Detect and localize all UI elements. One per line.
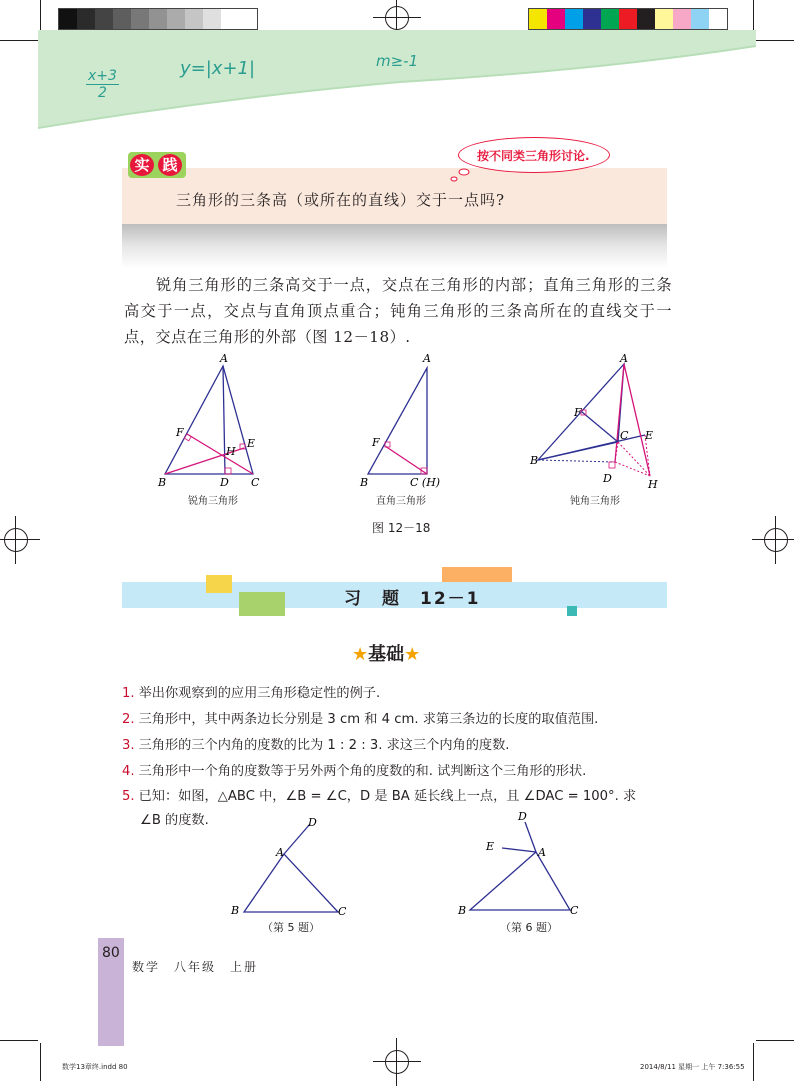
- practice-tag: [128, 152, 186, 178]
- label-B: B: [458, 904, 467, 917]
- label-C: C: [570, 904, 579, 917]
- label-H: H: [226, 445, 236, 458]
- label-B: B: [530, 454, 539, 467]
- crop-mark: [40, 1043, 41, 1081]
- label-B: B: [360, 476, 369, 489]
- practice-tag-char: 实: [130, 154, 154, 176]
- label-B: B: [158, 476, 167, 489]
- problem-figures: [220, 812, 600, 924]
- star-icon: ★: [404, 644, 421, 665]
- acute-triangle-figure: [157, 352, 260, 489]
- banner-fraction: x+3 2: [88, 68, 117, 101]
- body-paragraph: 锐角三角形的三条高交于一点，交点在三角形的内部；直角三角形的三条高交于一点，交点与直角顶点重合；钝角三角形的三条高所在的直线交于一点，交点在三角形的外部（图 12－18）.: [124, 276, 672, 346]
- label-F: F: [372, 436, 380, 449]
- exercise-item: 2. 三角形中，其中两条边长分别是 3 cm 和 4 cm. 求第三条边的长度的取值范围.: [122, 712, 599, 727]
- exercise-item: 5. 已知：如图，△ABC 中，∠B = ∠C，D 是 BA 延长线上一点，且 ∠DAC = 100°. 求: [122, 789, 637, 804]
- exercise-item: 3. 三角形的三个内角的度数的比为 1 : 2 : 3. 求这三个内角的度数.: [122, 738, 510, 753]
- label-A: A: [620, 352, 628, 365]
- banner-formula-inequality: m≥-1: [376, 52, 419, 70]
- deco-block: [206, 575, 232, 593]
- label-H: H: [648, 478, 658, 491]
- label-C: C: [620, 429, 629, 442]
- label-D: D: [308, 816, 317, 829]
- figure-caption: 图 12－18: [372, 521, 431, 535]
- registration-mark-right: [760, 524, 792, 556]
- star-icon: ★: [352, 644, 369, 665]
- label-E: E: [247, 437, 256, 450]
- thought-bubble-tail: [446, 166, 476, 186]
- crop-mark: [753, 1043, 754, 1081]
- problem-6-figure: [457, 812, 579, 917]
- label-D: D: [518, 812, 527, 823]
- book-title: 数学 八年级 上册: [132, 960, 259, 974]
- label-E: E: [486, 840, 495, 853]
- label-A: A: [276, 846, 284, 859]
- label-F: F: [176, 426, 184, 439]
- obtuse-triangle-figure: [529, 352, 658, 491]
- registration-mark-bottom: [381, 1046, 413, 1078]
- fig6-caption: （第 6 题）: [500, 921, 558, 934]
- header-banner: [0, 20, 794, 132]
- label-F: F: [574, 406, 582, 419]
- crop-mark: [756, 1040, 794, 1041]
- practice-question: 三角形的三条高（或所在的直线）交于一点吗?: [176, 191, 506, 209]
- banner-formula-abs: y=|x+1|: [180, 58, 256, 79]
- label-E: E: [645, 429, 654, 442]
- label-C-H: C (H): [410, 476, 441, 489]
- caption-right: 直角三角形: [376, 496, 426, 507]
- exercise-title: 习 题 12－1: [344, 589, 481, 609]
- label-A: A: [538, 846, 546, 859]
- slug-date: 2014/8/11 星期一 上午 7:36:55: [640, 1063, 745, 1071]
- exercise-item: 4. 三角形中一个角的度数等于另外两个角的度数的和. 试判断这个三角形的形状.: [122, 764, 587, 779]
- label-A: A: [423, 352, 431, 365]
- label-D: D: [220, 476, 229, 489]
- figure-12-18: [140, 350, 680, 500]
- registration-mark-left: [0, 524, 32, 556]
- thought-bubble-text: 按不同类三角形讨论.: [477, 149, 590, 163]
- section-basic: [352, 640, 420, 666]
- page-number: 80: [102, 945, 120, 961]
- caption-obtuse: 钝角三角形: [570, 496, 620, 507]
- deco-block: [567, 606, 577, 616]
- caption-acute: 锐角三角形: [188, 496, 238, 507]
- problem-5-figure: [230, 816, 347, 918]
- label-B: B: [231, 904, 240, 917]
- crop-mark: [0, 1040, 38, 1041]
- fig5-caption: （第 5 题）: [262, 921, 320, 934]
- label-C: C: [338, 905, 347, 918]
- deco-block: [239, 592, 285, 616]
- box-shadow: [122, 224, 667, 268]
- label-C: C: [251, 476, 260, 489]
- section-basic-label: 基础: [368, 644, 405, 665]
- label-A: A: [220, 352, 228, 365]
- exercise-item-continuation: ∠B 的度数.: [140, 813, 209, 828]
- exercise-item: 1. 举出你观察到的应用三角形稳定性的例子.: [122, 686, 381, 701]
- practice-tag-char: 践: [158, 154, 182, 176]
- slug-file: 数学13章终.indd 80: [62, 1063, 128, 1071]
- right-triangle-figure: [359, 352, 440, 489]
- label-D: D: [603, 472, 612, 485]
